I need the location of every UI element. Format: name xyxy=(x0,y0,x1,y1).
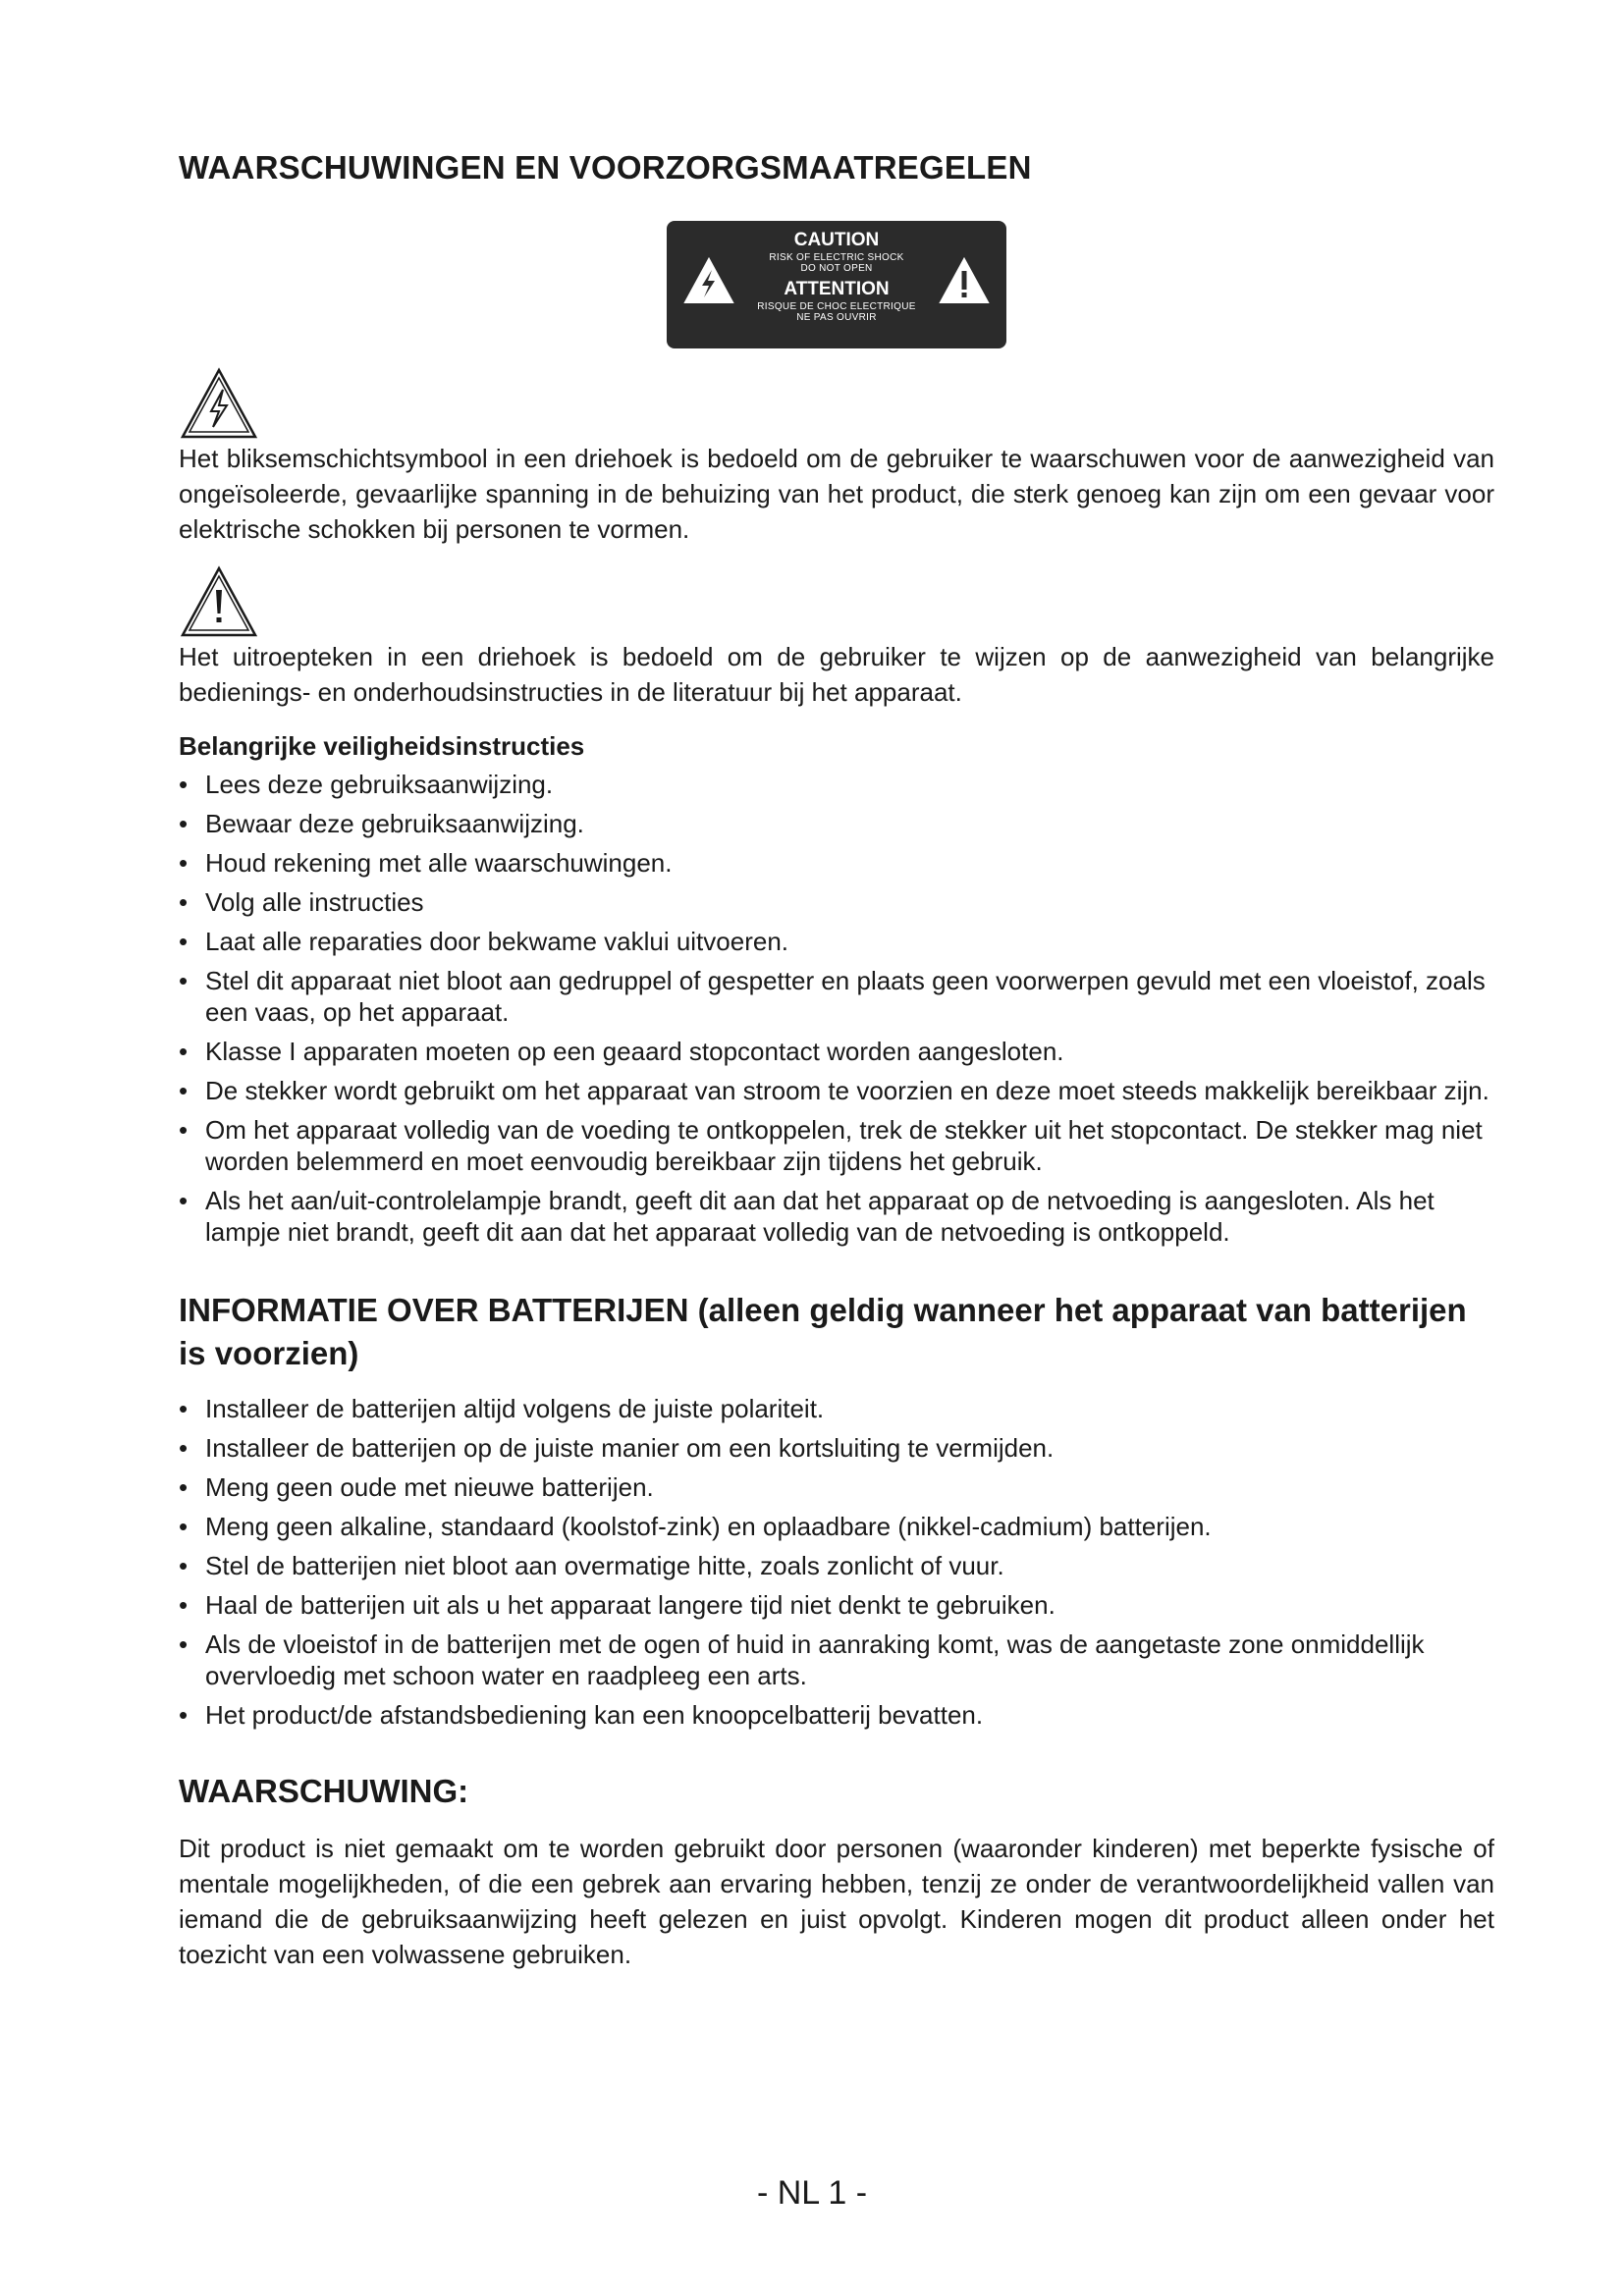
attention-subtitle-2: NE PAS OUVRIR xyxy=(796,312,877,324)
list-item xyxy=(179,1075,1494,1106)
list-item xyxy=(179,808,1494,839)
list-item-text: Bewaar deze gebruiksaanwijzing. xyxy=(205,809,584,839)
lightning-triangle-icon xyxy=(682,256,735,305)
list-item-text: Stel dit apparaat niet bloot aan gedruppel of gespetter en plaats geen voorwerpen gevuld met een vloeistof, zoals een vaas, op het apparaat. xyxy=(205,966,1486,1028)
list-item-text: Als de vloeistof in de batterijen met de ogen of huid in aanraking komt, was de aangetaste zone onmiddellijk overvloedig met schoon water en raadpleeg een arts. xyxy=(205,1629,1425,1691)
list-item-text: Stel de batterijen niet bloot aan overmatige hitte, zoals zonlicht of vuur. xyxy=(205,1551,1004,1581)
bullet: • xyxy=(179,966,189,996)
list-item xyxy=(179,1036,1494,1067)
bullet: • xyxy=(179,1629,189,1660)
lightning-triangle-icon xyxy=(179,366,259,441)
list-item-text: Installeer de batterijen op de juiste manier om een kortsluiting te vermijden. xyxy=(205,1433,1055,1464)
bullet: • xyxy=(179,1590,189,1621)
list-item xyxy=(179,1471,1494,1503)
caution-label-text xyxy=(735,229,938,323)
list-item-text: Lees deze gebruiksaanwijzing. xyxy=(205,770,554,800)
list-item-text: Houd rekening met alle waarschuwingen. xyxy=(205,848,673,879)
list-item-text: Haal de batterijen uit als u het apparaat langere tijd niet denkt te gebruiken. xyxy=(205,1590,1056,1621)
list-item xyxy=(179,886,1494,918)
exclamation-triangle-icon xyxy=(179,564,259,639)
list-item xyxy=(179,1699,1494,1731)
exclamation-symbol xyxy=(179,564,1494,639)
list-item-text: Volg alle instructies xyxy=(205,887,424,918)
bullet: • xyxy=(179,1512,189,1542)
bullet: • xyxy=(179,1700,189,1731)
bullet: • xyxy=(179,1394,189,1424)
safety-instructions-list xyxy=(179,769,1494,1248)
bullet: • xyxy=(179,809,189,839)
list-item-text: Meng geen alkaline, standaard (koolstof-zink) en oplaadbare (nikkel-cadmium) batterijen. xyxy=(205,1512,1212,1542)
warnings-heading: WAARSCHUWINGEN EN VOORZORGSMAATREGELEN xyxy=(179,149,1032,186)
list-item xyxy=(179,1589,1494,1621)
list-item-text: Als het aan/uit-controlelampje brandt, geeft dit aan dat het apparaat op de netvoeding is aangesloten. Als het lampje niet brandt, geeft dit aan dat het apparaat volledig van de netvoeding is ontkoppeld. xyxy=(205,1186,1435,1248)
caution-subtitle-1: RISK OF ELECTRIC SHOCK xyxy=(769,252,904,264)
list-item-text: De stekker wordt gebruikt om het apparaat van stroom te voorzien en deze moet steeds makkelijk bereikbaar zijn. xyxy=(205,1076,1489,1106)
bullet: • xyxy=(179,927,189,957)
list-item xyxy=(179,1185,1494,1248)
list-item xyxy=(179,1550,1494,1581)
list-item-text: Installeer de batterijen altijd volgens de juiste polariteit. xyxy=(205,1394,825,1424)
list-item xyxy=(179,1629,1494,1691)
list-item xyxy=(179,1114,1494,1177)
lightning-symbol xyxy=(179,366,1494,441)
list-item xyxy=(179,965,1494,1028)
warning-text: Dit product is niet gemaakt om te worden gebruikt door personen (waaronder kinderen) met beperkte fysische of mentale mogelijkheden, of die een gebrek aan ervaring hebben, tenzij ze onder de verantwoordelijkheid vallen van iemand die de gebruiksaanwijzing heeft gelezen en juist opvolgt. Kinderen mogen dit product alleen onder het toezicht van een volwassene gebruiken. xyxy=(179,1834,1494,1970)
list-item-text: Laat alle reparaties door bekwame vaklui uitvoeren. xyxy=(205,927,789,957)
attention-title: ATTENTION xyxy=(784,279,890,300)
bullet: • xyxy=(179,1472,189,1503)
page-content xyxy=(179,147,1494,1972)
list-item-text: Meng geen oude met nieuwe batterijen. xyxy=(205,1472,654,1503)
bullet: • xyxy=(179,1186,189,1216)
exclamation-description: Het uitroepteken in een driehoek is bedoeld om de gebruiker te wijzen op de aanwezigheid van belangrijke bedienings- en onderhoudsinstructies in de literatuur bij het apparaat. xyxy=(179,642,1494,708)
exclamation-triangle-icon xyxy=(938,256,991,305)
caution-title: CAUTION xyxy=(793,230,880,251)
bullet: • xyxy=(179,1037,189,1067)
bullet: • xyxy=(179,1551,189,1581)
list-item-text: Om het apparaat volledig van de voeding te ontkoppelen, trek de stekker uit het stopcontact. De stekker mag niet worden belemmerd en moet eenvoudig bereikbaar zijn tijdens het gebruik. xyxy=(205,1115,1483,1177)
list-item-text: Klasse I apparaten moeten op een geaard stopcontact worden aangesloten. xyxy=(205,1037,1064,1067)
list-item xyxy=(179,1511,1494,1542)
list-item xyxy=(179,1393,1494,1424)
list-item xyxy=(179,847,1494,879)
caution-label-wrapper xyxy=(179,221,1494,348)
caution-label xyxy=(667,221,1006,348)
list-item xyxy=(179,926,1494,957)
bullet: • xyxy=(179,770,189,800)
safety-instructions-title: Belangrijke veiligheidsinstructies xyxy=(179,731,585,762)
list-item xyxy=(179,1432,1494,1464)
warning-heading: WAARSCHUWING: xyxy=(179,1773,469,1810)
bullet: • xyxy=(179,1433,189,1464)
bullet: • xyxy=(179,887,189,918)
list-item xyxy=(179,769,1494,800)
list-item-text: Het product/de afstandsbediening kan een knoopcelbatterij bevatten. xyxy=(205,1700,984,1731)
lightning-description: Het bliksemschichtsymbool in een driehoek is bedoeld om de gebruiker te waarschuwen voor de aanwezigheid van ongeïsoleerde, gevaarlijke spanning in de behuizing van het product, die sterk genoeg kan zijn om een gevaar voor elektrische schokken bij personen te vormen. xyxy=(179,444,1494,545)
bullet: • xyxy=(179,848,189,879)
bullet: • xyxy=(179,1115,189,1146)
attention-subtitle-1: RISQUE DE CHOC ELECTRIQUE xyxy=(757,301,916,313)
battery-info-heading: INFORMATIE OVER BATTERIJEN (alleen geldig wanneer het apparaat van batterijen is voorzien) xyxy=(179,1292,1467,1372)
caution-subtitle-2: DO NOT OPEN xyxy=(800,263,873,275)
page-number: - NL 1 - xyxy=(756,2174,868,2212)
battery-info-list xyxy=(179,1393,1494,1731)
bullet: • xyxy=(179,1076,189,1106)
